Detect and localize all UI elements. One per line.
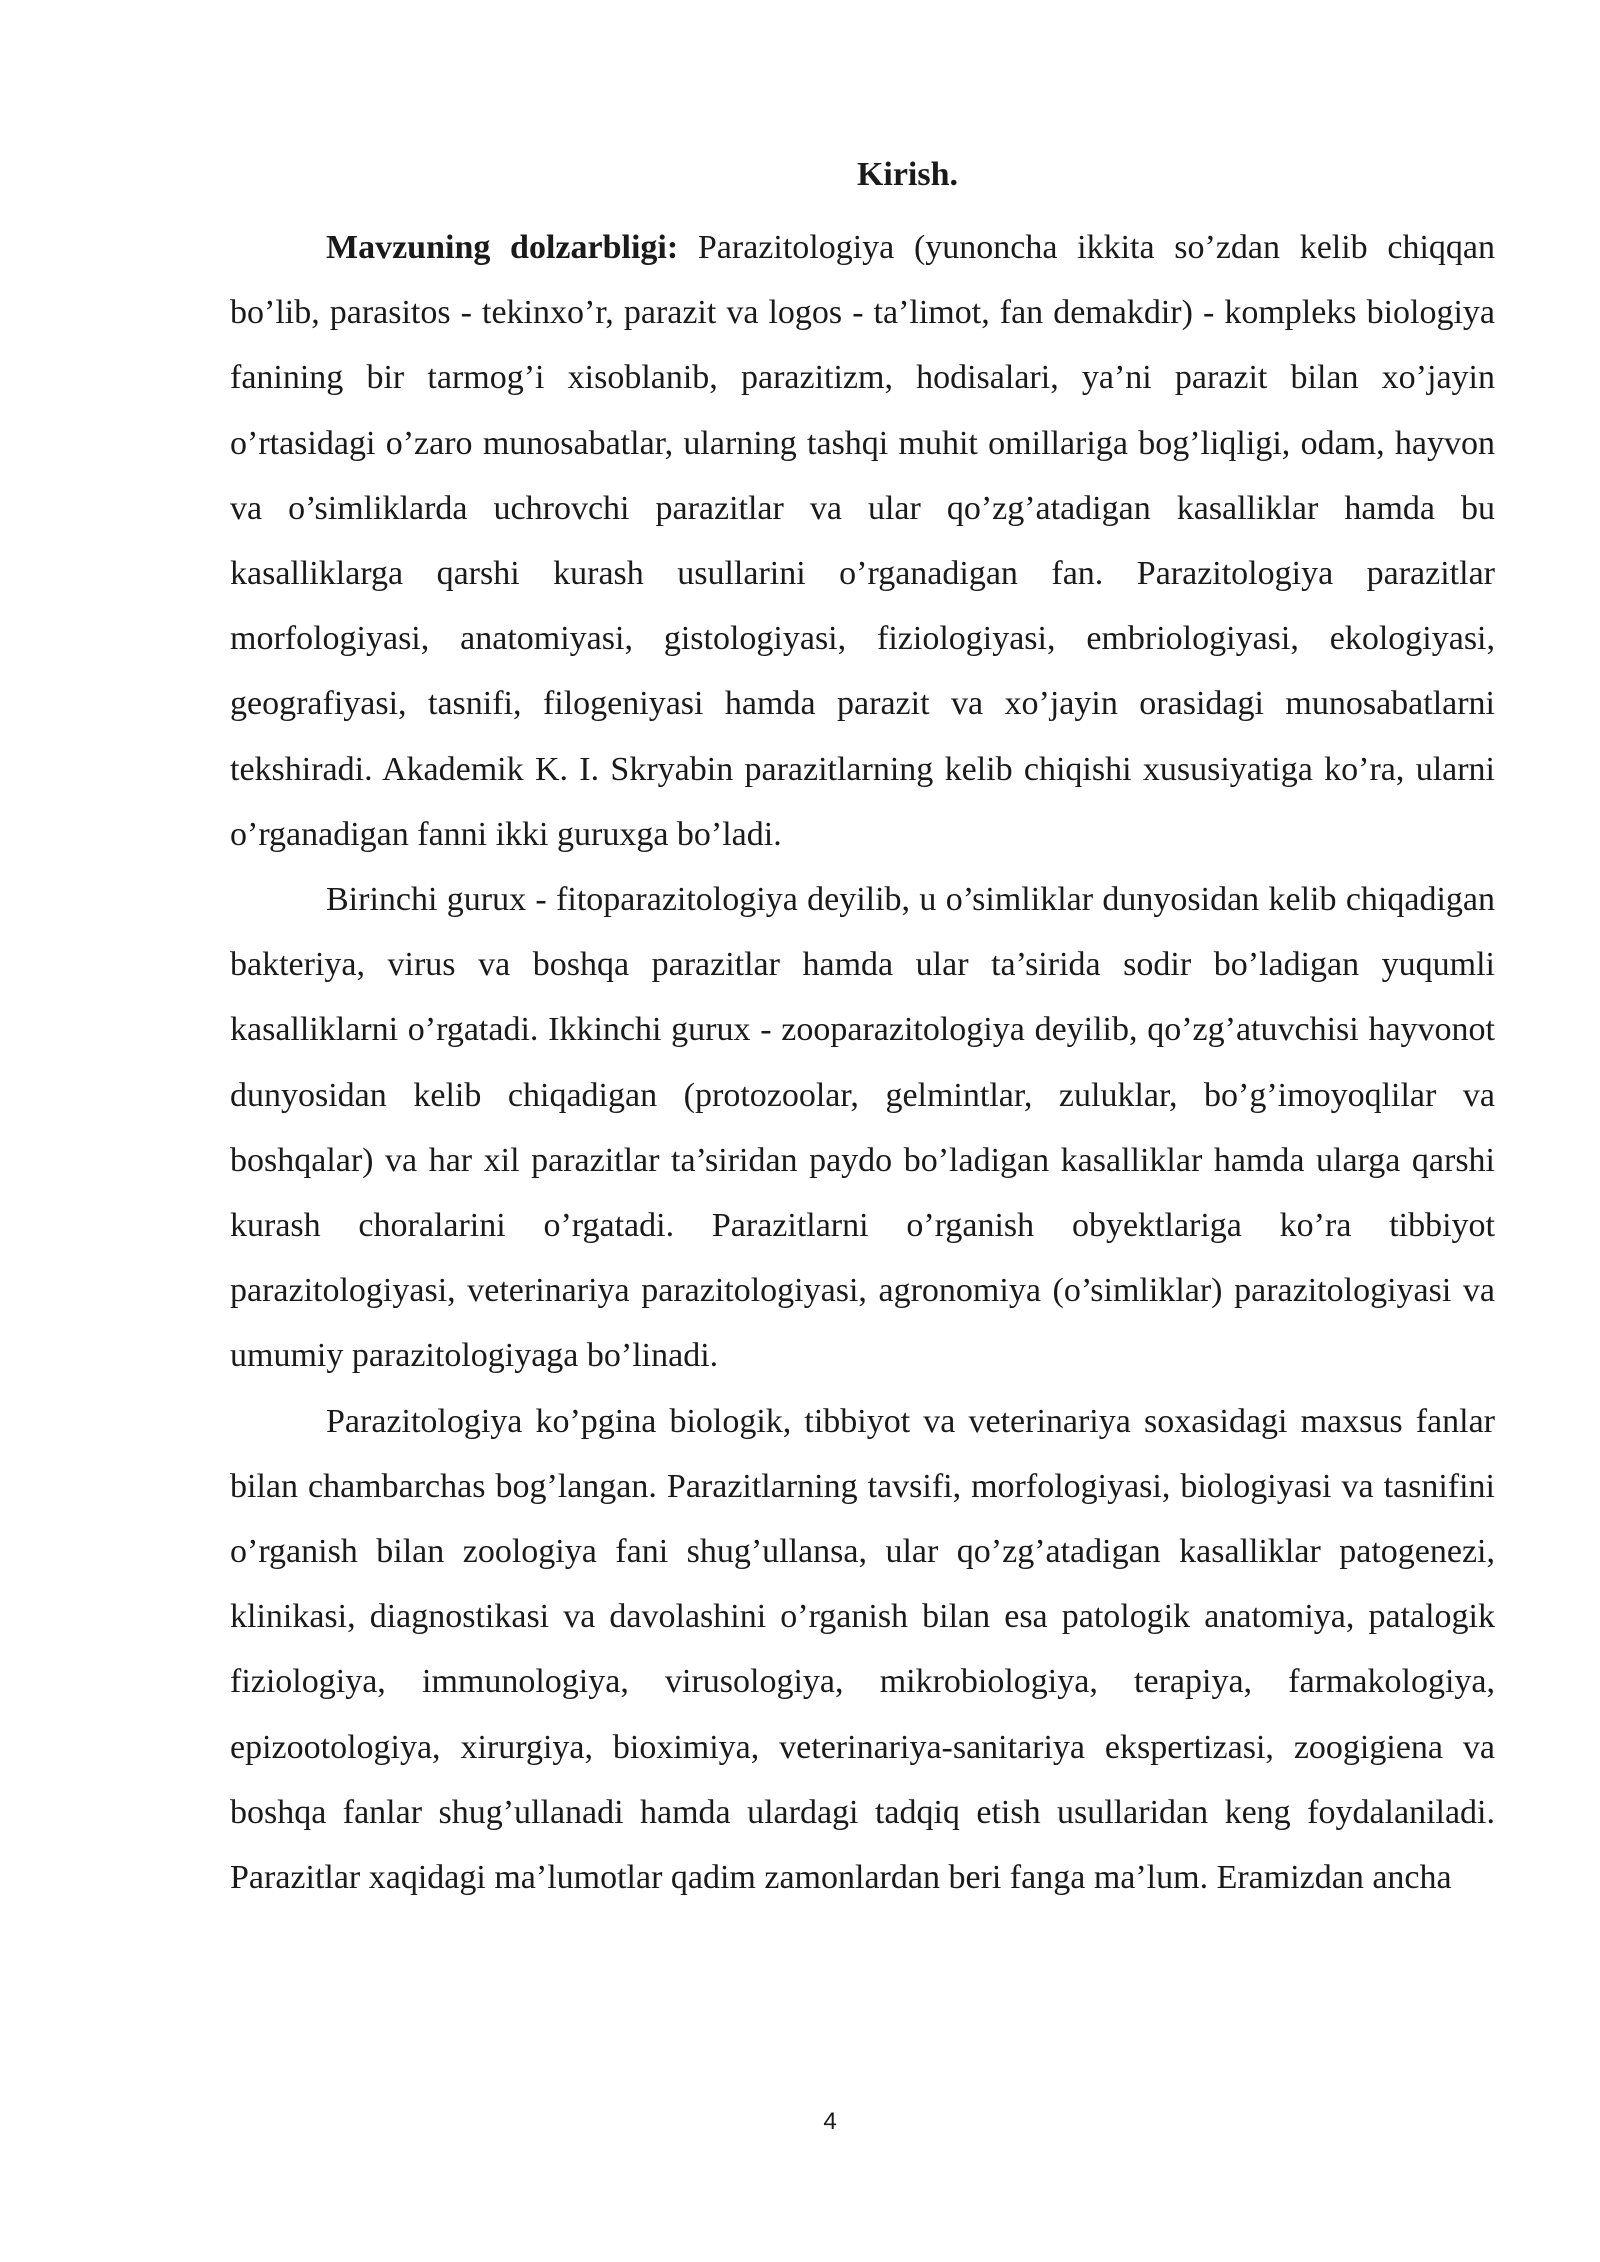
paragraph-2-text: Birinchi gurux - fitoparazitologiya deyilib, u o’simliklar dunyosidan kelib chiqadigan bakteriya, virus va boshqa parazitlar hamda ular ta’sirida sodir bo’ladigan yuqumli kasalliklarni o’rgatadi. Ikkinchi gurux - zooparazitologiya deyilib, qo’zg’atuvchisi hayvonot dunyosidan kelib chiqadigan (protozoolar, gelmintlar, zuluklar, bo’g’imoyoqlilar va boshqalar) va har xil parazitlar ta’siridan paydo bo’ladigan kasalliklar hamda ularga qarshi kurash choralarini o’rgatadi. Parazitlarni o’rganish obyektlariga ko’ra tibbiyot parazitologiyasi, veterinariya parazitologiyasi, agronomiya (o’simliklar) parazitologiyasi va umumiy parazitologiyaga bo’linadi. — [230, 881, 1495, 1375]
section-title: Kirish. — [856, 156, 959, 193]
paragraph-3 — [230, 1389, 1495, 1911]
paragraph-3-text: Parazitologiya ko’pgina biologik, tibbiyot va veterinariya soxasidagi maxsus fanlar bilan chambarchas bog’langan. Parazitlarning tavsifi, morfologiyasi, biologiyasi va tasnifini o’rganish bilan zoologiya fani shug’ullansa, ular qo’zg’atadigan kasalliklar patogenezi, klinikasi, diagnostikasi va davolashini o’rganish bilan esa patologik anatomiya, patalogik fiziologiya, immunologiya, virusologiya, mikrobiologiya, terapiya, farmakologiya, epizootologiya, xirurgiya, bioximiya, veterinariya-sanitariya ekspertizasi, zoogigiena va boshqa fanlar shug’ullanadi hamda ulardagi tadqiq etish usullaridan keng foydalaniladi. Parazitlar xaqidagi ma’lumotlar qadim zamonlardan beri fanga ma’lum. Eramizdan ancha — [230, 1402, 1495, 1897]
paragraph-2 — [230, 867, 1495, 1389]
paragraph-1 — [230, 215, 1495, 867]
page-number: 4 — [823, 2108, 837, 2135]
document-page — [230, 150, 1495, 1910]
paragraph-lead-bold: Mavzuning dolzarbligi: — [326, 229, 679, 266]
paragraph-1-text: Parazitologiya (yunoncha ikkita so’zdan kelib chiqqan bo’lib, parasitos - tekinxo’r, parazit va logos - ta’limot, fan demakdir) - kompleks biologiya fanining bir tarmog’i xisoblanib, parazitizm, hodisalari, ya’ni parazit bilan xo’jayin o’rtasidagi o’zaro munosabatlar, ularning tashqi muhit omillariga bog’liqligi, odam, hayvon va o’simliklarda uchrovchi parazitlar va ular qo’zg’atadigan kasalliklar hamda bu kasalliklarga qarshi kurash usullarini o’rganadigan fan. Parazitologiya parazitlar morfologiyasi, anatomiyasi, gistologiyasi, fiziologiyasi, embriologiyasi, ekologiyasi, geografiyasi, tasnifi, filogeniyasi hamda parazit va xo’jayin orasidagi munosabatlarni tekshiradi. Akademik K. I. Skryabin parazitlarning kelib chiqishi xususiyatiga ko’ra, ularni o’rganadigan fanni ikki guruxga bo’ladi. — [230, 229, 1495, 853]
